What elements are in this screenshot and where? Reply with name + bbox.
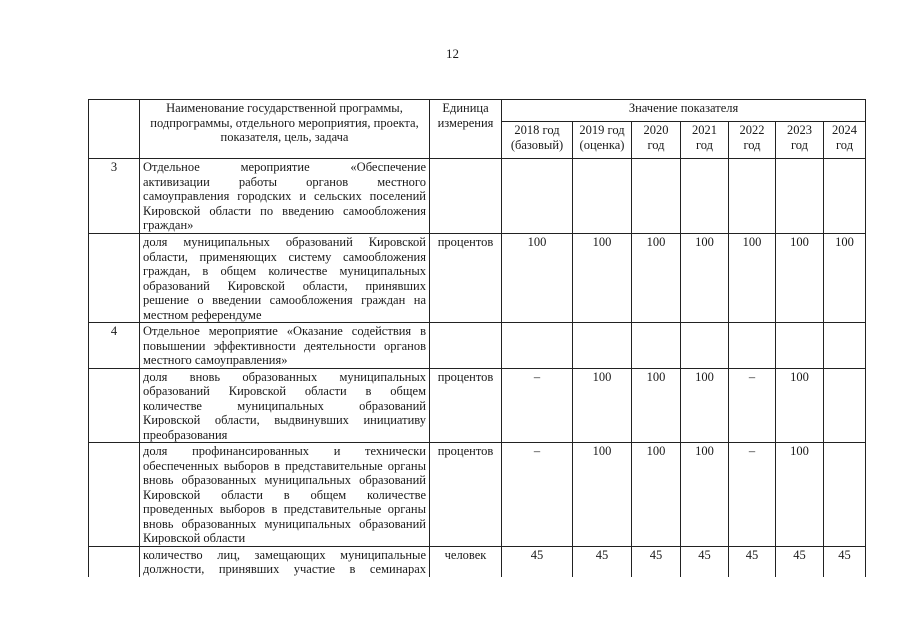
indicator-name-line: Отдельное мероприятие «Оказание содействия в <box>143 324 426 338</box>
value-cell: 100 <box>573 368 632 443</box>
table-row <box>89 443 866 547</box>
indicator-name-line: решение о введении самообложения граждан на <box>143 293 426 307</box>
value-cell: 100 <box>776 443 824 547</box>
table-row <box>89 159 866 234</box>
value-cell: 45 <box>573 546 632 577</box>
indicator-name-line: обеспеченных выборов в представительные органы <box>143 458 426 473</box>
header-year-top: 2022 <box>739 123 765 137</box>
indicator-name-cell <box>140 546 430 577</box>
indicator-name-line: Кировской области по введению самообложения <box>143 203 426 218</box>
value-cell: 45 <box>729 546 776 577</box>
value-cell: 45 <box>502 546 573 577</box>
indicator-name-line: количество лиц, замещающих муниципальные <box>143 547 426 562</box>
value-cell <box>632 323 681 369</box>
unit-cell: человек <box>430 546 502 577</box>
value-cell: 100 <box>681 443 729 547</box>
table-row <box>89 234 866 323</box>
value-cell <box>573 323 632 369</box>
header-year-cell <box>573 122 632 159</box>
header-year-cell <box>729 122 776 159</box>
unit-cell <box>430 159 502 234</box>
header-year-top: 2024 <box>832 123 858 137</box>
indicator-name-line: области, применяющих систему самообложения <box>143 249 426 264</box>
value-cell: 100 <box>681 234 729 323</box>
header-num-cell <box>89 100 140 159</box>
indicator-name-line: должности, принявших участие в семинарах <box>143 562 426 576</box>
header-values-cell: Значение показателя <box>502 100 866 122</box>
value-cell <box>729 159 776 234</box>
header-year-cell <box>776 122 824 159</box>
header-year-cell <box>502 122 573 159</box>
header-year-cell <box>632 122 681 159</box>
indicator-name-cell <box>140 323 430 369</box>
value-cell <box>729 323 776 369</box>
value-cell: 100 <box>776 234 824 323</box>
header-year-top: 2021 <box>692 123 717 137</box>
value-cell <box>776 323 824 369</box>
indicator-name-line: активизации работы органов местного <box>143 174 426 189</box>
value-cell: 100 <box>632 368 681 443</box>
indicator-name-line: преобразования <box>143 427 228 442</box>
header-year-cell <box>681 122 729 159</box>
value-cell: – <box>729 368 776 443</box>
value-cell <box>681 323 729 369</box>
unit-cell <box>430 323 502 369</box>
value-cell <box>502 159 573 234</box>
indicator-name-line: доля профинансированных и технически <box>143 444 426 458</box>
header-unit-cell: Единица измерения <box>430 100 502 159</box>
value-cell: – <box>729 443 776 547</box>
indicator-name-line: проведенных выборов в представительные органы <box>143 502 426 516</box>
value-cell: – <box>502 368 573 443</box>
row-number-cell <box>89 234 140 323</box>
table-row <box>89 323 866 369</box>
header-year-bottom: год <box>695 137 714 152</box>
indicator-name-line: повышении эффективности деятельности органов <box>143 338 426 353</box>
value-cell: 100 <box>573 443 632 547</box>
page-number: 12 <box>446 46 459 61</box>
value-cell <box>681 159 729 234</box>
indicator-name-cell <box>140 368 430 443</box>
indicator-name-line: Отдельное мероприятие «Обеспечение <box>143 160 426 174</box>
value-cell: – <box>502 443 573 547</box>
value-cell <box>824 368 866 443</box>
value-cell <box>776 159 824 234</box>
row-number-cell: 4 <box>89 323 140 369</box>
indicator-name-cell <box>140 159 430 234</box>
value-cell: 100 <box>824 234 866 323</box>
unit-cell: процентов <box>430 234 502 323</box>
value-cell: 100 <box>632 443 681 547</box>
indicator-name-cell <box>140 234 430 323</box>
table-row <box>89 546 866 577</box>
value-cell: 100 <box>776 368 824 443</box>
header-year-top: 2020 <box>643 123 669 137</box>
indicator-name-line: образований Кировской области в общем <box>143 384 426 398</box>
indicator-name-line: вновь образованных муниципальных образований <box>143 516 426 531</box>
header-row-1 <box>89 100 866 122</box>
value-cell <box>824 159 866 234</box>
indicator-name-line: Кировской области <box>143 531 246 545</box>
indicator-name-line: граждан» <box>143 218 194 232</box>
value-cell: 100 <box>573 234 632 323</box>
value-cell <box>573 159 632 234</box>
value-cell: 100 <box>632 234 681 323</box>
header-year-bottom: (оценка) <box>579 137 625 152</box>
indicator-name-line: количестве муниципальных образований <box>143 398 426 413</box>
indicator-name-line: Кировской области, выдвинувших инициативу <box>143 413 426 427</box>
indicator-name-cell <box>140 443 430 547</box>
header-year-bottom: год <box>743 137 761 152</box>
indicator-name-line: местного самоуправления» <box>143 353 288 367</box>
row-number-cell: 3 <box>89 159 140 234</box>
unit-cell: процентов <box>430 443 502 547</box>
value-cell <box>824 323 866 369</box>
value-cell <box>502 323 573 369</box>
header-year-top: 2023 <box>787 123 812 137</box>
indicator-name-line: вновь образованных муниципальных образований <box>143 473 426 487</box>
row-number-cell <box>89 443 140 547</box>
value-cell <box>824 443 866 547</box>
indicator-name-line: граждан, в общем количестве муниципальных <box>143 264 426 278</box>
header-year-cell <box>824 122 866 159</box>
table-row <box>89 368 866 443</box>
row-number-cell <box>89 368 140 443</box>
value-cell: 100 <box>681 368 729 443</box>
header-name-cell: Наименование государственной программы, подпрограммы, отдельного мероприятия, проекта, показателя, цель, задача <box>140 100 430 159</box>
header-year-top: 2018 год <box>514 123 560 137</box>
value-cell: 45 <box>776 546 824 577</box>
indicator-name-line: Кировской области в общем количестве <box>143 487 426 502</box>
value-cell: 100 <box>729 234 776 323</box>
indicator-name-line: доля муниципальных образований Кировской <box>143 235 426 249</box>
indicators-table <box>88 99 866 577</box>
header-year-bottom: год <box>790 137 809 152</box>
value-cell: 100 <box>502 234 573 323</box>
value-cell <box>632 159 681 234</box>
value-cell: 45 <box>824 546 866 577</box>
indicator-name-line: доля вновь образованных муниципальных <box>143 369 426 384</box>
header-year-bottom: год <box>835 137 854 152</box>
indicator-name-line: образований Кировской области, принявших <box>143 278 426 293</box>
header-year-bottom: год <box>647 137 665 152</box>
value-cell: 45 <box>632 546 681 577</box>
header-year-top: 2019 год <box>579 123 625 137</box>
indicator-name-line: самоуправления городских и сельских поселений <box>143 189 426 203</box>
header-year-bottom: (базовый) <box>510 137 564 152</box>
row-number-cell <box>89 546 140 577</box>
unit-cell: процентов <box>430 368 502 443</box>
indicator-name-line: местном референдуме <box>143 307 262 322</box>
value-cell: 45 <box>681 546 729 577</box>
